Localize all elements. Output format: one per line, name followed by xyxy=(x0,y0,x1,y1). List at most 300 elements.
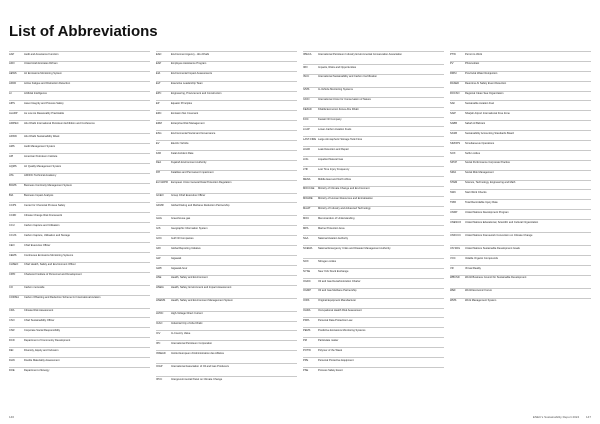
abbreviation-term: IPCC xyxy=(156,377,163,381)
abbreviation-definition: Corporate Social Responsibility xyxy=(24,328,61,332)
abbreviation-term: MENA xyxy=(303,177,311,181)
abbreviation-row xyxy=(450,100,591,110)
abbreviation-definition: Carbon monoxide xyxy=(24,286,45,290)
abbreviation-row xyxy=(303,64,444,74)
abbreviation-definition: Total Recordable Injury Rate xyxy=(465,200,498,204)
abbreviation-term: OGDC xyxy=(303,279,311,283)
abbreviation-definition: Department of Community Development xyxy=(24,338,71,342)
abbreviation-row xyxy=(9,252,150,262)
abbreviation-definition: Leak Detection and Repair xyxy=(318,147,349,151)
abbreviation-definition: In-Vehicle Monitoring Systems xyxy=(318,88,353,92)
abbreviation-definition: United Arab Emirates Dirham xyxy=(24,62,58,66)
abbreviation-row xyxy=(450,199,591,209)
abbreviation-term: IUCN xyxy=(303,98,310,102)
abbreviation-row xyxy=(303,327,444,337)
abbreviation-term: UNFCCC xyxy=(450,233,461,237)
abbreviation-definition: As Low As Reasonably Practicable xyxy=(24,111,65,115)
abbreviation-row xyxy=(303,288,444,298)
abbreviation-definition: Enterprise Risk Management xyxy=(171,121,205,125)
page-number-left: 146 xyxy=(9,415,15,419)
abbreviation-row xyxy=(303,97,444,107)
abbreviation-definition: Occupational Health Risk Assessment xyxy=(318,309,362,313)
abbreviation-term: BIA xyxy=(9,194,14,198)
abbreviation-row xyxy=(156,311,297,321)
abbreviation-row xyxy=(450,209,591,219)
abbreviation-term: AEWS xyxy=(9,72,17,76)
abbreviation-term: IPIECA xyxy=(303,52,312,56)
abbreviation-term: SOX xyxy=(450,151,456,155)
abbreviation-definition: Continuous Emissions Monitoring Systems xyxy=(24,253,74,257)
abbreviation-row xyxy=(9,222,150,232)
abbreviation-definition: Oil and Gas Decarbonization Charter xyxy=(318,279,361,283)
abbreviation-term: HVDC xyxy=(156,312,164,316)
abbreviation-definition: Chief Sustainability Officer xyxy=(24,319,55,323)
abbreviation-term: PPE xyxy=(303,358,309,362)
abbreviation-definition: Simultaneous Operations xyxy=(465,141,495,145)
abbreviation-term: GHG xyxy=(156,217,162,221)
abbreviation-row xyxy=(303,196,444,206)
page-title: List of Abbreviations xyxy=(9,23,158,40)
abbreviation-definition: National Emergency Crisis and Disaster Management Authority xyxy=(318,246,391,250)
abbreviation-row xyxy=(9,110,150,120)
abbreviation-term: CCUS xyxy=(9,233,17,237)
abbreviation-row xyxy=(9,163,150,173)
abbreviation-definition: Audit Management System xyxy=(24,144,56,148)
abbreviation-definition: Health, Safety, Environment and Impact Assessment xyxy=(171,286,232,290)
abbreviation-term: CORSIA xyxy=(9,296,19,300)
abbreviation-row xyxy=(9,285,150,295)
abbreviation-definition: Ministry of Human Resources and Emiratisation xyxy=(318,197,373,201)
abbreviation-term: EAD xyxy=(156,52,162,56)
abbreviation-row xyxy=(156,160,297,170)
abbreviation-definition: Engineering, Procurement and Construction xyxy=(171,92,222,96)
abbreviation-definition: Large Atmospheric Storage Tank Fires xyxy=(318,137,363,141)
abbreviation-row xyxy=(303,225,444,235)
abbreviation-term: GOC xyxy=(156,236,162,240)
abbreviation-row xyxy=(9,295,150,308)
abbreviation-row xyxy=(303,357,444,367)
abbreviation-row xyxy=(303,337,444,347)
abbreviation-definition: Global Reporting Initiative xyxy=(171,246,201,250)
abbreviation-term: PV xyxy=(450,62,454,66)
abbreviation-definition: New York Stock Exchange xyxy=(318,269,349,273)
abbreviation-term: IOGP xyxy=(156,364,163,368)
abbreviation-term: AFDD xyxy=(9,82,17,86)
abbreviation-definition: Nitrogen oxides xyxy=(318,259,337,263)
abbreviation-row xyxy=(156,225,297,235)
abbreviation-term: SIMOPS xyxy=(450,141,461,145)
abbreviation-row xyxy=(156,61,297,71)
abbreviation-row xyxy=(156,120,297,130)
abbreviation-row xyxy=(450,180,591,190)
abbreviation-definition: International Petroleum Industry Environmental Conservation Association xyxy=(318,52,402,56)
abbreviation-row xyxy=(156,110,297,120)
abbreviation-term: ROCSO xyxy=(450,92,460,96)
abbreviation-term: LDAR xyxy=(303,147,310,151)
abbreviation-definition: Khalifa Economic Zones Abu Dhabi xyxy=(318,108,359,112)
abbreviation-term: MOHRE xyxy=(303,197,313,201)
abbreviation-term: CHSEO xyxy=(9,263,19,267)
abbreviation-definition: Ministry of Industry and Advanced Technology xyxy=(318,207,371,211)
abbreviation-term: KOC xyxy=(303,118,309,122)
abbreviation-definition: Ministry of Climate Change and Environment xyxy=(318,187,370,191)
abbreviation-row xyxy=(9,183,150,193)
abbreviation-row xyxy=(156,298,297,311)
abbreviation-row xyxy=(450,130,591,140)
abbreviation-term: PTW xyxy=(450,52,456,56)
abbreviation-row xyxy=(303,235,444,245)
abbreviation-term: AAP xyxy=(9,52,15,56)
abbreviation-term: FPI xyxy=(156,171,161,175)
abbreviation-row xyxy=(303,206,444,216)
abbreviation-row xyxy=(450,51,591,61)
abbreviation-term: ADIPEC xyxy=(9,121,19,125)
abbreviation-term: CO xyxy=(9,286,13,290)
abbreviation-definition: Carbon Offsetting and Reduction Scheme for International Aviation xyxy=(24,296,101,300)
abbreviation-row xyxy=(303,268,444,278)
abbreviation-row xyxy=(156,193,297,203)
abbreviation-term: PSE xyxy=(303,368,309,372)
abbreviation-term: FEA xyxy=(156,161,162,165)
abbreviation-term: GCEO xyxy=(156,194,164,198)
abbreviation-term: CCRF xyxy=(9,213,17,217)
abbreviation-row xyxy=(156,265,297,275)
abbreviation-definition: Regional Clean Sea Organization xyxy=(465,92,504,96)
abbreviation-row xyxy=(9,100,150,110)
abbreviation-term: IRO xyxy=(303,65,308,69)
abbreviation-row xyxy=(450,275,591,288)
abbreviation-definition: Electric Vehicle xyxy=(171,141,189,145)
abbreviation-definition: Employee Assistance Program xyxy=(171,62,207,66)
abbreviation-definition: Air Quality Management System xyxy=(24,164,62,168)
abbreviation-definition: Original Equipment Manufacturer xyxy=(318,299,357,303)
abbreviation-definition: United Nations Framework Convention on Climate Change xyxy=(465,233,533,237)
abbreviation-definition: Industrial City of Abu Dhabi xyxy=(171,322,203,326)
abbreviation-row xyxy=(9,317,150,327)
abbreviation-term: ERC xyxy=(156,111,162,115)
abbreviation-row xyxy=(9,347,150,357)
abbreviation-term: UN SDG xyxy=(450,246,461,250)
abbreviation-definition: International Association of Oil and Gas Producers xyxy=(171,364,229,368)
abbreviation-term: GW xyxy=(156,256,161,260)
abbreviation-row xyxy=(450,189,591,199)
abbreviation-term: OIDS xyxy=(303,299,310,303)
abbreviation-row xyxy=(9,242,150,252)
abbreviation-term: SASB xyxy=(450,131,457,135)
abbreviation-term: STEM xyxy=(450,181,458,185)
abbreviation-definition: Group Chief Executive Officer xyxy=(171,194,206,198)
abbreviation-term: ATA xyxy=(9,174,14,178)
abbreviation-row xyxy=(303,367,444,377)
abbreviation-term: HSEIA xyxy=(156,286,164,290)
abbreviation-row xyxy=(156,363,297,376)
abbreviation-term: NOX xyxy=(303,259,309,263)
abbreviation-row xyxy=(303,186,444,196)
abbreviation-definition: Fujairah Environment Authority xyxy=(171,161,207,165)
abbreviation-row xyxy=(303,126,444,136)
abbreviation-definition: Environmental Impact Assessments xyxy=(171,72,213,76)
abbreviation-definition: Chief Health, Safety and Environment Officer xyxy=(24,263,76,267)
abbreviation-row xyxy=(303,317,444,327)
abbreviation-definition: Climate Risk Assessment xyxy=(24,309,54,313)
abbreviation-row xyxy=(156,275,297,285)
abbreviation-row xyxy=(156,285,297,298)
abbreviation-row xyxy=(9,153,150,163)
abbreviation-definition: Real-time AI Safety Event Detection xyxy=(465,82,507,86)
abbreviation-term: EP xyxy=(156,102,160,106)
abbreviation-definition: Greenhouse gas xyxy=(171,217,191,221)
abbreviation-row xyxy=(9,81,150,91)
abbreviation-definition: International Union for Conservation of Nature xyxy=(318,98,371,102)
abbreviation-definition: Work Management System xyxy=(465,299,497,303)
abbreviation-row xyxy=(9,337,150,347)
abbreviation-term: MOU xyxy=(303,217,310,221)
abbreviation-definition: Chartered Institute of Personnel and Development xyxy=(24,273,82,277)
abbreviation-term: ADO xyxy=(9,62,15,66)
abbreviation-definition: Emission Net Covenant xyxy=(171,111,199,115)
abbreviation-row xyxy=(156,235,297,245)
abbreviation-term: DHN xyxy=(9,358,15,362)
abbreviation-row xyxy=(156,202,297,215)
abbreviation-term: DOE xyxy=(9,368,15,372)
abbreviation-term: UNESCO xyxy=(450,220,462,224)
abbreviation-row xyxy=(303,166,444,176)
abbreviation-row xyxy=(450,110,591,120)
abbreviation-definition: International Sustainability and Carbon Certification xyxy=(318,75,377,79)
abbreviation-definition: Sharjah Airport International Free Zone xyxy=(465,111,510,115)
abbreviation-row xyxy=(156,215,297,225)
abbreviation-definition: Lower-Carbon Aviation Fuels xyxy=(318,128,352,132)
abbreviation-definition: Business Impact Analysis xyxy=(24,194,54,198)
abbreviation-term: WEF xyxy=(450,289,456,293)
abbreviation-term: HSEMS xyxy=(156,299,166,303)
abbreviation-term: ICAO xyxy=(156,322,163,326)
abbreviation-definition: Provincial Water Reinjection xyxy=(465,72,498,76)
abbreviation-definition: Carbon Capture and Utilisation xyxy=(24,223,60,227)
abbreviation-row xyxy=(9,133,150,143)
abbreviation-definition: World Economic Forum xyxy=(465,289,493,293)
abbreviation-definition: American Petroleum Institute xyxy=(24,154,58,158)
abbreviation-term: EPC xyxy=(156,92,162,96)
abbreviation-term: DEI xyxy=(9,348,14,352)
abbreviation-definition: Health, Safety and Environment xyxy=(171,276,208,280)
page-number-right: 147 xyxy=(585,415,591,419)
abbreviation-definition: Particulate matter xyxy=(318,338,339,342)
abbreviation-term: PM xyxy=(303,338,307,342)
abbreviation-definition: Geographic Information System xyxy=(171,226,208,230)
abbreviation-row xyxy=(156,180,297,193)
abbreviation-term: GFMR xyxy=(156,204,164,208)
abbreviation-term: CSR xyxy=(9,328,15,332)
abbreviation-term: CEMS xyxy=(9,253,17,257)
footer-right xyxy=(533,415,591,419)
abbreviation-term: CRA xyxy=(9,309,15,313)
abbreviation-term: EU GDPR xyxy=(156,181,168,185)
abbreviation-term: RASED xyxy=(450,82,459,86)
abbreviation-definition: United Nations Development Program xyxy=(465,210,509,214)
abbreviation-term: NAA xyxy=(303,236,309,240)
abbreviation-term: PDPL xyxy=(303,319,310,323)
abbreviation-term: IPC xyxy=(156,341,161,345)
abbreviation-row xyxy=(450,120,591,130)
abbreviation-row xyxy=(303,156,444,166)
abbreviation-row xyxy=(156,100,297,110)
abbreviation-definition: ADNOC Technical Academy xyxy=(24,174,57,178)
abbreviation-definition: Start Work Checks xyxy=(465,191,487,195)
abbreviation-term: EAP xyxy=(156,62,162,66)
abbreviation-definition: Photovoltaic xyxy=(465,62,480,66)
abbreviation-definition: Gigawatt xyxy=(171,256,182,260)
abbreviation-term: POTW xyxy=(303,348,311,352)
report-name: ENEC's Sustainability Report 2024 xyxy=(532,415,580,419)
abbreviation-definition: Executive Leadership Team xyxy=(171,82,203,86)
abbreviation-row xyxy=(9,308,150,318)
abbreviation-definition: Social Risk Management xyxy=(465,171,494,175)
abbreviation-definition: Personal Protective Equipment xyxy=(318,358,354,362)
abbreviation-row xyxy=(450,140,591,150)
abbreviation-term: LAST-FIRE xyxy=(303,137,317,141)
abbreviation-row xyxy=(156,245,297,255)
abbreviation-term: ESG xyxy=(156,131,162,135)
abbreviation-definition: Sustainability Accounting Standards Board xyxy=(465,131,514,135)
abbreviation-term: MoIAT xyxy=(303,207,311,211)
abbreviation-term: ISCC xyxy=(303,75,310,79)
abbreviation-term: VR xyxy=(450,266,454,270)
abbreviation-row xyxy=(9,262,150,272)
abbreviation-definition: Carbon Capture, Utilisation and Storage xyxy=(24,233,70,237)
abbreviation-term: ALARP xyxy=(9,111,18,115)
abbreviation-row xyxy=(156,71,297,81)
abbreviation-term: SRIA xyxy=(450,171,457,175)
abbreviation-row xyxy=(156,150,297,160)
abbreviation-definition: High-Voltage Direct Current xyxy=(171,312,203,316)
abbreviation-row xyxy=(156,81,297,91)
abbreviation-row xyxy=(9,212,150,222)
abbreviation-definition: Predictive Emissions Monitoring Systems xyxy=(318,328,366,332)
abbreviation-definition: Audit and Assurance Function xyxy=(24,52,59,56)
abbreviation-row xyxy=(303,308,444,318)
abbreviation-row xyxy=(9,91,150,101)
abbreviation-row xyxy=(450,71,591,81)
abbreviation-term: LTIF xyxy=(303,167,309,171)
abbreviation-term: ELT xyxy=(156,82,161,86)
abbreviation-row xyxy=(156,140,297,150)
abbreviation-term: ERM xyxy=(156,121,162,125)
abbreviation-definition: Diversity, Equity and Inclusion xyxy=(24,348,59,352)
abbreviation-definition: Kuwait Oil Company xyxy=(318,118,342,122)
abbreviation-term: EIA xyxy=(156,72,161,76)
abbreviation-row xyxy=(303,74,444,87)
abbreviation-row xyxy=(303,51,444,64)
abbreviation-definition: Impacts, Risks and Opportunities xyxy=(318,65,357,69)
abbreviation-term: KEZAD xyxy=(303,108,312,112)
abbreviation-definition: Social Performance Corporate Practice xyxy=(465,161,510,165)
abbreviation-term: AQMS xyxy=(9,164,17,168)
abbreviation-term: IVMS xyxy=(303,88,310,92)
abbreviation-definition: Business Continuity Management System xyxy=(24,184,73,188)
abbreviation-row xyxy=(450,150,591,160)
abbreviation-term: RMSI xyxy=(450,72,457,76)
abbreviation-row xyxy=(303,136,444,146)
abbreviation-row xyxy=(303,278,444,288)
abbreviation-term: CEO xyxy=(9,243,15,247)
abbreviation-term: TRIR xyxy=(450,200,457,204)
abbreviation-row xyxy=(156,350,297,363)
abbreviation-definition: Sabah Al Bahrani xyxy=(465,121,486,125)
abbreviation-term: SABB xyxy=(450,121,457,125)
abbreviation-term: PEMS xyxy=(303,328,311,332)
abbreviation-row xyxy=(9,193,150,203)
abbreviation-definition: United Nations Sustainable Development Goals xyxy=(465,246,520,250)
abbreviation-term: GRI xyxy=(156,246,161,250)
abbreviation-definition: Institut Europeen d'Administration des Affaires xyxy=(171,351,224,355)
abbreviation-row xyxy=(450,91,591,101)
abbreviation-term: NCEMA xyxy=(303,246,313,250)
abbreviation-definition: Memorandum of Understanding xyxy=(318,217,355,221)
abbreviation-definition: Abu Dhabi International Petroleum Exhibition and Conference xyxy=(24,121,95,125)
abbreviation-term: EV xyxy=(156,141,160,145)
abbreviation-row xyxy=(303,245,444,258)
abbreviation-definition: Virtual Reality xyxy=(465,266,481,270)
abbreviation-definition: Sulfur oxides xyxy=(465,151,480,155)
abbreviation-definition: International Petroleum Corporation xyxy=(171,341,213,345)
abbreviation-row xyxy=(9,71,150,81)
abbreviation-row xyxy=(450,61,591,71)
abbreviation-definition: Air Emissions Monitoring System xyxy=(24,72,62,76)
abbreviation-row xyxy=(303,298,444,308)
abbreviation-row xyxy=(9,202,150,212)
abbreviation-term: WMS xyxy=(450,299,457,303)
abbreviation-definition: Gigawatt-hour xyxy=(171,266,188,270)
abbreviation-definition: Middle East and North Africa xyxy=(318,177,351,181)
abbreviation-row xyxy=(450,288,591,298)
abbreviation-row xyxy=(450,170,591,180)
abbreviation-term: CIPD xyxy=(9,273,16,277)
abbreviation-term: CCPS xyxy=(9,204,17,208)
abbreviation-row xyxy=(303,215,444,225)
abbreviation-term: HSE xyxy=(156,276,162,280)
abbreviation-term: NYSE xyxy=(303,269,311,273)
abbreviation-definition: Gulf Oil Companies xyxy=(171,236,194,240)
abbreviation-term: AI xyxy=(9,92,12,96)
abbreviation-term: OHRA xyxy=(303,309,311,313)
abbreviation-definition: Double Materiality Assessment xyxy=(24,358,60,362)
abbreviation-row xyxy=(303,258,444,268)
abbreviation-row xyxy=(9,173,150,183)
abbreviation-definition: Oil and Gas Methane Partnership xyxy=(318,289,357,293)
abbreviation-row xyxy=(303,87,444,97)
abbreviation-term: SPCP xyxy=(450,161,458,165)
abbreviation-definition: Permit to Work xyxy=(465,52,483,56)
abbreviation-definition: Department of Energy xyxy=(24,368,50,372)
abbreviation-definition: Artificial Intelligence xyxy=(24,92,47,96)
abbreviation-row xyxy=(9,232,150,242)
abbreviation-definition: Environment Agency - Abu Dhabi xyxy=(171,52,210,56)
abbreviation-term: API xyxy=(9,154,14,158)
abbreviation-term: FAR xyxy=(156,151,162,155)
abbreviation-definition: Science, Technology, Engineering and Math xyxy=(465,181,516,185)
abbreviation-term: DCD xyxy=(9,338,15,342)
abbreviation-row xyxy=(450,219,591,232)
abbreviation-definition: National Aviation Authority xyxy=(318,236,349,240)
abbreviation-definition: Abu Dhabi Sustainability Week xyxy=(24,134,60,138)
abbreviation-row xyxy=(156,51,297,61)
abbreviation-row xyxy=(303,107,444,117)
abbreviation-row xyxy=(156,130,297,140)
abbreviation-row xyxy=(303,146,444,156)
abbreviation-term: WBCSD xyxy=(450,276,460,280)
abbreviation-definition: Lost Time Injury Frequency xyxy=(318,167,350,171)
